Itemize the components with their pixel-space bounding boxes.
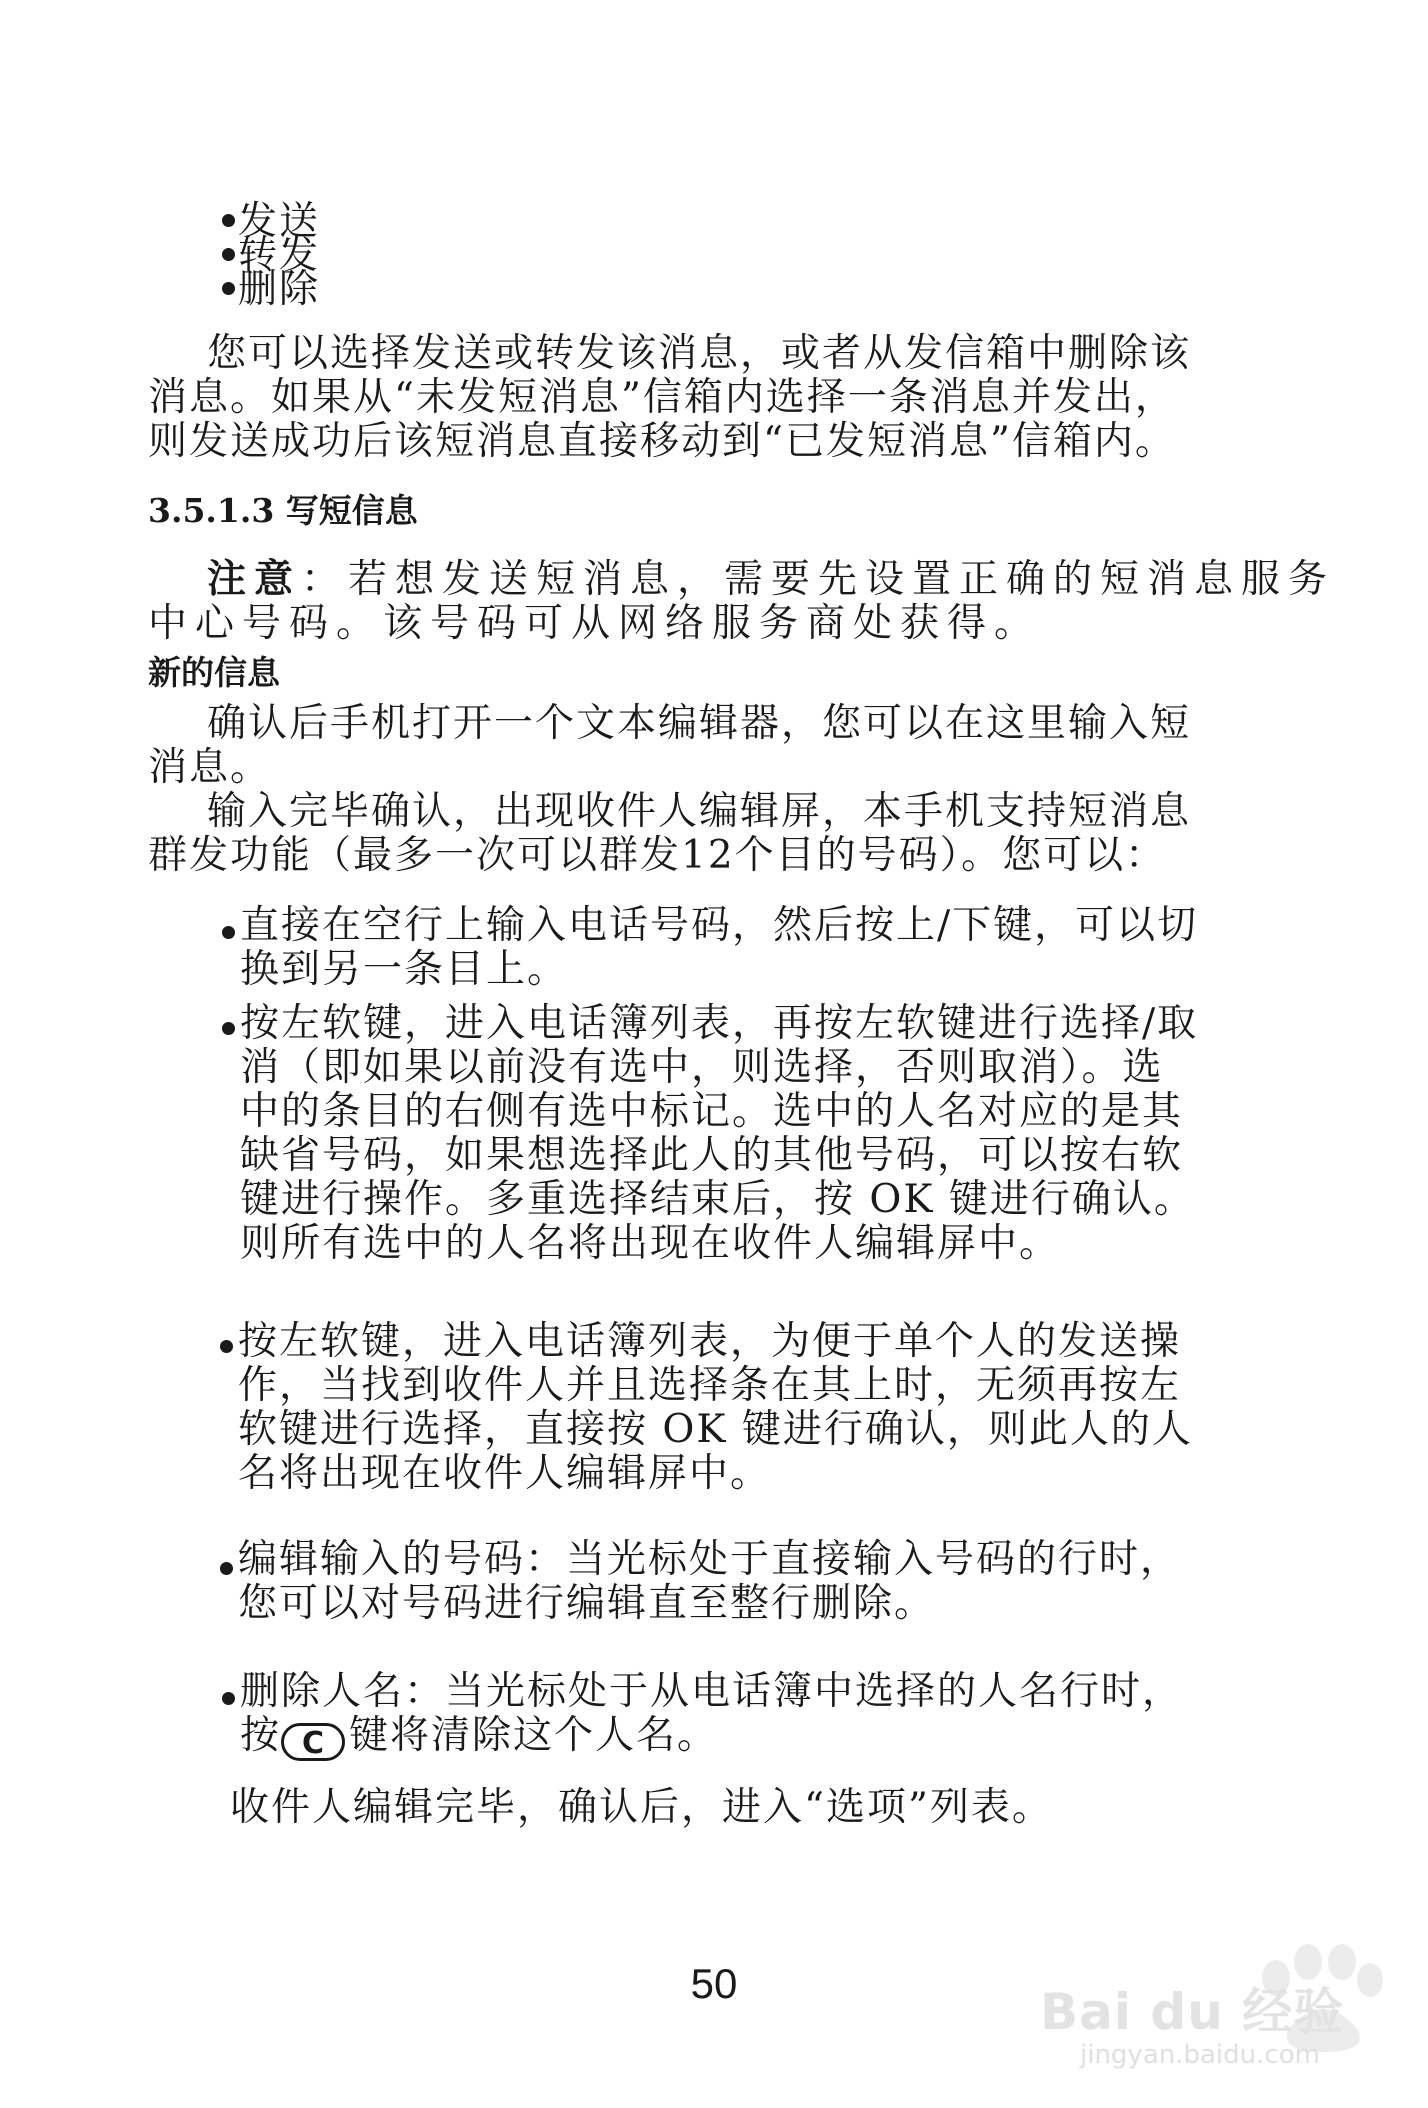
note-text: 若想发送短消息，需要先设置正确的短消息服务 <box>348 557 1336 602</box>
para2-line: 消息。 <box>148 745 272 790</box>
item4-line: 编辑输入的号码：当光标处于直接输入号码的行时， <box>238 1537 1182 1582</box>
press-text: 按 <box>240 1713 282 1758</box>
para1-line: 您可以选择发送或转发该消息，或者从发信箱中删除该 <box>207 331 1192 376</box>
item3-line: 软键进行选择，直接按 OK 键进行确认，则此人的人 <box>238 1407 1193 1452</box>
note-colon: ： <box>301 557 349 602</box>
bullet-dot <box>222 248 235 261</box>
item1-line: 直接在空行上输入电话号码，然后按上/下键，可以切 <box>240 903 1199 948</box>
bullet-dot <box>222 926 235 939</box>
note-label: 注意 <box>207 557 302 602</box>
item2-line: 按左软键，进入电话簿列表，再按左软键进行选择/取 <box>240 1001 1199 1046</box>
para3-line: 输入完毕确认，出现收件人编辑屏，本手机支持短消息 <box>207 789 1192 834</box>
para1-line: 消息。如果从“未发短消息”信箱内选择一条消息并发出， <box>148 375 1176 420</box>
note-line-2: 中心号码。该号码可从网络服务商处获得。 <box>148 601 1042 646</box>
note-line-1 <box>207 557 1336 602</box>
item5-line: 删除人名：当光标处于从电话簿中选择的人名行时， <box>240 1669 1184 1714</box>
bullet-dot <box>222 282 235 295</box>
item2-line: 中的条目的右侧有选中标记。选中的人名对应的是其 <box>240 1089 1184 1134</box>
bullet-dot <box>222 1692 235 1705</box>
item1-line: 换到另一条目上。 <box>240 947 569 992</box>
section-heading: 3.5.1.3 写短信息 <box>148 491 418 530</box>
para2-line: 确认后手机打开一个文本编辑器，您可以在这里输入短 <box>207 701 1192 746</box>
c-key-icon: C <box>281 1723 345 1761</box>
watermark-url: jingyan.baidu.com <box>1080 2040 1320 2070</box>
bullet-dot <box>222 214 235 227</box>
item5-line-2 <box>240 1713 719 1761</box>
para3-line: 群发功能（最多一次可以群发12个目的号码）。您可以： <box>148 833 1167 878</box>
bullet-dot <box>220 1340 233 1353</box>
item2-line: 消（即如果以前没有选中，则选择，否则取消）。选 <box>240 1045 1164 1090</box>
item2-line: 缺省号码，如果想选择此人的其他号码，可以按右软 <box>240 1133 1184 1178</box>
closing-line: 收件人编辑完毕，确认后，进入“选项”列表。 <box>230 1785 1053 1830</box>
bullet-dot <box>222 1022 235 1035</box>
item4-line: 您可以对号码进行编辑直至整行删除。 <box>238 1581 936 1626</box>
clear-name-text: 键将清除这个人名。 <box>349 1713 719 1758</box>
item3-line: 作，当找到收件人并且选择条在其上时，无须再按左 <box>238 1363 1182 1408</box>
item3-line: 名将出现在收件人编辑屏中。 <box>238 1451 772 1496</box>
bullet-send: 发送 <box>238 199 321 244</box>
bullet-delete: 删除 <box>238 267 321 312</box>
sub-heading: 新的信息 <box>148 653 280 692</box>
item2-line: 键进行操作。多重选择结束后，按 OK 键进行确认。 <box>240 1177 1195 1222</box>
page-number: 50 <box>690 1960 738 2007</box>
bullet-dot <box>220 1562 233 1575</box>
watermark-brand: Bai du 经验 <box>1040 1983 1345 2041</box>
bullet-forward: 转发 <box>238 233 321 278</box>
item2-line: 则所有选中的人名将出现在收件人编辑屏中。 <box>240 1221 1061 1266</box>
item3-line: 按左软键，进入电话簿列表，为便于单个人的发送操 <box>238 1319 1182 1364</box>
para1-line: 则发送成功后该短消息直接移动到“已发短消息”信箱内。 <box>148 419 1176 464</box>
